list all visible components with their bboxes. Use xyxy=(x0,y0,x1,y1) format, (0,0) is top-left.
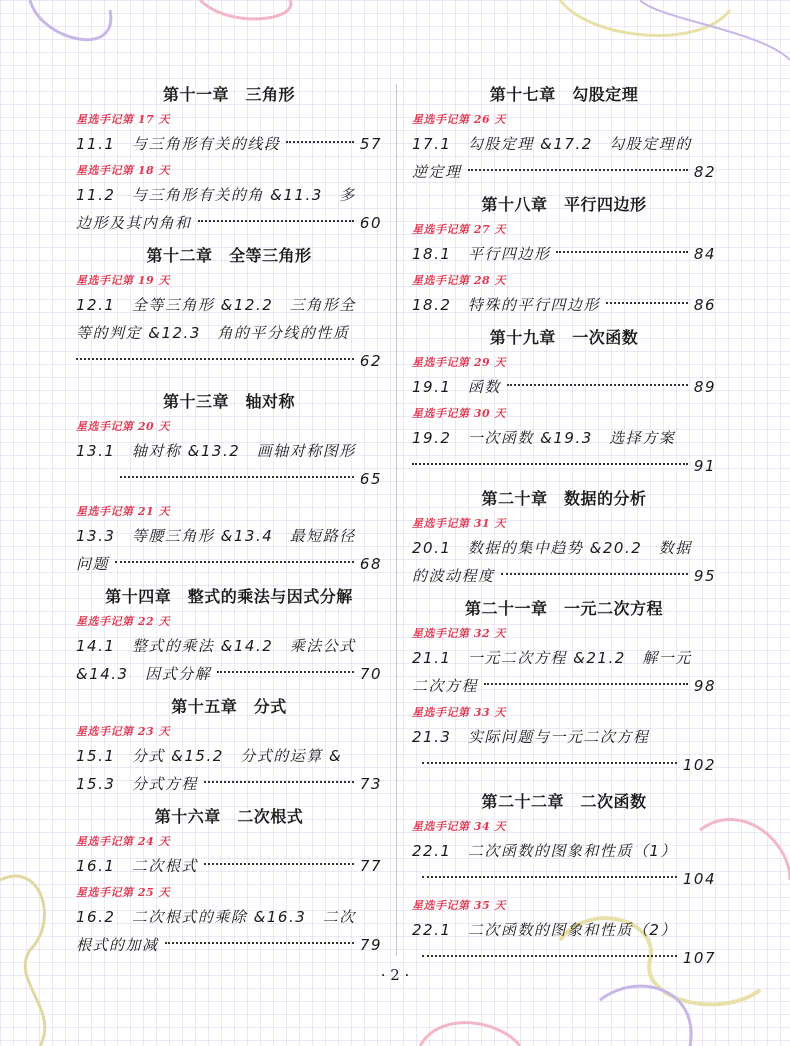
page-number: 77 xyxy=(359,857,382,875)
entry-title-line: 15.3 分式方程 xyxy=(76,775,198,793)
chapter-title: 第二十二章 二次函数 xyxy=(481,792,647,811)
study-day-label: 星选手记第 35 天 xyxy=(412,899,506,912)
column-divider xyxy=(396,84,397,956)
entry-title: 16.1 二次根式 xyxy=(76,857,198,875)
toc-entry[interactable] xyxy=(412,130,716,186)
entry-title-line: 逆定理 xyxy=(412,163,462,181)
page-number: 102 xyxy=(682,756,716,774)
page-number: 98 xyxy=(693,677,716,695)
entry-title: 18.2 特殊的平行四边形 xyxy=(412,296,600,314)
leader-dots xyxy=(165,942,354,944)
study-day-label: 星选手记第 21 天 xyxy=(76,505,170,518)
toc-entry[interactable] xyxy=(76,742,382,798)
study-day-label: 星选手记第 25 天 xyxy=(76,886,170,899)
chapter-title: 第十一章 三角形 xyxy=(162,85,295,104)
leader-dots xyxy=(198,220,354,222)
entry-title-line: 的波动程度 xyxy=(412,567,495,585)
leader-dots xyxy=(412,463,688,465)
entry-title-line: 19.2 一次函数 &19.3 选择方案 xyxy=(412,429,676,447)
toc-entry[interactable] xyxy=(412,373,716,401)
chapter-title: 第十六章 二次根式 xyxy=(154,807,304,826)
entry-title-line: 20.1 数据的集中趋势 &20.2 数据 xyxy=(412,539,692,557)
page-number: 95 xyxy=(693,567,716,585)
chapter-title: 第十七章 勾股定理 xyxy=(489,85,639,104)
study-day-label: 星选手记第 20 天 xyxy=(76,420,170,433)
entry-title-line: 二次方程 xyxy=(412,677,479,695)
study-day-label: 星选手记第 22 天 xyxy=(76,615,170,628)
study-day-label: 星选手记第 26 天 xyxy=(412,113,506,126)
page-number: 107 xyxy=(682,949,716,967)
page-number: 82 xyxy=(693,163,716,181)
page-number: 70 xyxy=(359,665,382,683)
study-day-label: 星选手记第 27 天 xyxy=(412,223,506,236)
chapter-title: 第十二章 全等三角形 xyxy=(146,246,312,265)
entry-title-line: 17.1 勾股定理 &17.2 勾股定理的 xyxy=(412,135,692,153)
study-day-label: 星选手记第 31 天 xyxy=(412,517,506,530)
toc-entry[interactable] xyxy=(412,644,716,700)
page-number: 104 xyxy=(682,870,716,888)
study-day-label: 星选手记第 23 天 xyxy=(76,725,170,738)
toc-right-column xyxy=(412,76,716,976)
toc-entry[interactable] xyxy=(76,437,382,493)
leader-dots xyxy=(120,476,354,478)
toc-entry[interactable] xyxy=(76,852,382,880)
chapter-title: 第二十一章 一元二次方程 xyxy=(464,599,663,618)
chapter-title: 第十九章 一次函数 xyxy=(489,328,639,347)
page-number: 62 xyxy=(359,352,382,370)
entry-title: 11.1 与三角形有关的线段 xyxy=(76,135,281,153)
page-number: 89 xyxy=(693,378,716,396)
page-number: 84 xyxy=(693,245,716,263)
entry-title-line: 21.3 实际问题与一元二次方程 xyxy=(412,728,650,746)
entry-title-line: 15.1 分式 &15.2 分式的运算 & xyxy=(76,747,343,765)
toc-entry[interactable] xyxy=(412,291,716,319)
study-day-label: 星选手记第 34 天 xyxy=(412,820,506,833)
entry-title-line: 14.1 整式的乘法 &14.2 乘法公式 xyxy=(76,637,356,655)
chapter-title: 第十三章 轴对称 xyxy=(162,392,295,411)
study-day-label: 星选手记第 30 天 xyxy=(412,407,506,420)
toc-entry[interactable] xyxy=(76,291,382,375)
toc-left-column xyxy=(76,76,382,963)
entry-title-line: 边形及其内角和 xyxy=(76,214,192,232)
study-day-label: 星选手记第 32 天 xyxy=(412,627,506,640)
leader-dots xyxy=(422,876,677,878)
chapter-title: 第十八章 平行四边形 xyxy=(481,195,647,214)
leader-dots xyxy=(606,302,688,304)
entry-title-line: 12.1 全等三角形 &12.2 三角形全 xyxy=(76,296,356,314)
page-number: 91 xyxy=(693,457,716,475)
toc-entry[interactable] xyxy=(412,240,716,268)
leader-dots xyxy=(507,384,688,386)
entry-title-line: 11.2 与三角形有关的角 &11.3 多 xyxy=(76,186,356,204)
chapter-title: 第十四章 整式的乘法与因式分解 xyxy=(105,587,353,606)
entry-title-line: 13.1 轴对称 &13.2 画轴对称图形 xyxy=(76,442,356,460)
study-day-label: 星选手记第 33 天 xyxy=(412,706,506,719)
leader-dots xyxy=(286,141,354,143)
study-day-label: 星选手记第 28 天 xyxy=(412,274,506,287)
chapter-title: 第十五章 分式 xyxy=(171,697,287,716)
entry-title-line: 13.3 等腰三角形 &13.4 最短路径 xyxy=(76,527,356,545)
leader-dots xyxy=(501,573,688,575)
leader-dots xyxy=(468,169,688,171)
leader-dots xyxy=(115,561,354,563)
toc-entry[interactable] xyxy=(76,181,382,237)
entry-title-line: 22.1 二次函数的图象和性质（1） xyxy=(412,842,677,860)
page-footer-number: · 2 · xyxy=(380,966,410,984)
leader-dots xyxy=(422,762,677,764)
page-number: 73 xyxy=(359,775,382,793)
entry-title-line: 16.2 二次根式的乘除 &16.3 二次 xyxy=(76,908,356,926)
leader-dots xyxy=(422,955,677,957)
leader-dots xyxy=(76,358,354,360)
entry-title-line: 22.1 二次函数的图象和性质（2） xyxy=(412,921,677,939)
entry-title-line: 根式的加减 xyxy=(76,936,159,954)
toc-entry[interactable] xyxy=(76,632,382,688)
leader-dots xyxy=(217,671,354,673)
leader-dots xyxy=(204,863,354,865)
page-number: 79 xyxy=(359,936,382,954)
entry-title-line: 问题 xyxy=(76,555,110,573)
leader-dots xyxy=(204,781,354,783)
entry-title-line: 等的判定 &12.3 角的平分线的性质 xyxy=(76,324,350,342)
entry-title-line: &14.3 因式分解 xyxy=(76,665,212,683)
toc-entry[interactable] xyxy=(76,522,382,578)
entry-title-line: 21.1 一元二次方程 &21.2 解一元 xyxy=(412,649,692,667)
toc-entry[interactable] xyxy=(412,837,716,893)
page-number: 60 xyxy=(359,214,382,232)
toc-entry[interactable] xyxy=(412,424,716,480)
entry-title: 19.1 函数 xyxy=(412,378,501,396)
toc-entry[interactable] xyxy=(412,723,716,779)
leader-dots xyxy=(484,683,688,685)
entry-title: 18.1 平行四边形 xyxy=(412,245,551,263)
toc-entry[interactable] xyxy=(76,130,382,158)
page-number: 86 xyxy=(693,296,716,314)
study-day-label: 星选手记第 17 天 xyxy=(76,113,170,126)
toc-entry[interactable] xyxy=(76,903,382,959)
study-day-label: 星选手记第 18 天 xyxy=(76,164,170,177)
page-number: 65 xyxy=(359,470,382,488)
study-day-label: 星选手记第 29 天 xyxy=(412,356,506,369)
toc-entry[interactable] xyxy=(412,916,716,972)
page-number: 68 xyxy=(359,555,382,573)
leader-dots xyxy=(556,251,688,253)
chapter-title: 第二十章 数据的分析 xyxy=(481,489,647,508)
toc-entry[interactable] xyxy=(412,534,716,590)
study-day-label: 星选手记第 19 天 xyxy=(76,274,170,287)
study-day-label: 星选手记第 24 天 xyxy=(76,835,170,848)
page-number: 57 xyxy=(359,135,382,153)
